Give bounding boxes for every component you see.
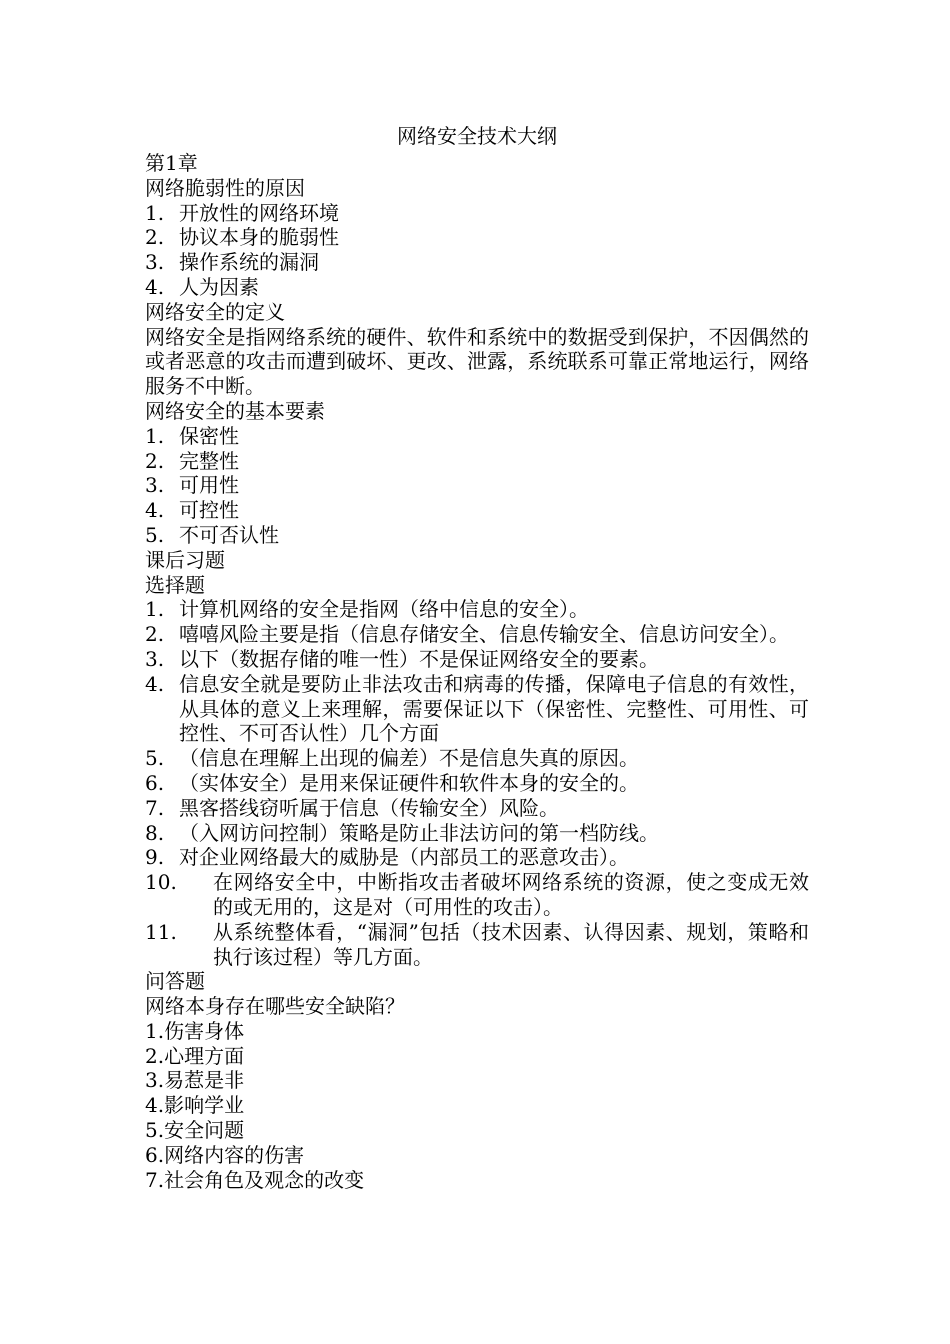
- section-heading-vulnerability: 网络脆弱性的原因: [145, 175, 305, 200]
- question-item: 3. 以下（数据存储的唯一性）不是保证网络安全的要素。: [145, 646, 659, 671]
- list-item: 2. 完整性: [145, 448, 239, 473]
- answer-item: 4. 影响学业: [145, 1093, 245, 1118]
- section-heading-definition: 网络安全的定义: [145, 299, 285, 324]
- question-item: 10. 在网络安全中，中断指攻击者破坏网络系统的资源，使之变成无效的或无用的，这是对（可用性的攻击）。: [145, 870, 809, 919]
- question-item: 1. 计算机网络的安全是指网（络中信息的安全）。: [145, 597, 589, 622]
- list-choice-questions: [145, 597, 809, 969]
- list-qa-answers: [145, 1019, 809, 1193]
- question-item: 4. 信息安全就是要防止非法攻击和病毒的传播，保障电子信息的有效性，从具体的意义上来理解，需要保证以下（保密性、完整性、可用性、可控性、不可否认性）几个方面: [145, 671, 809, 746]
- list-item: 5. 不可否认性: [145, 522, 279, 547]
- exercises-heading: 课后习题: [145, 547, 225, 572]
- list-item: 1. 开放性的网络环境: [145, 200, 339, 225]
- answer-item: 5. 安全问题: [145, 1118, 245, 1143]
- question-item: 2. 嘻嘻风险主要是指（信息存储安全、信息传输安全、信息访问安全）。: [145, 622, 789, 647]
- question-item: 6. （实体安全）是用来保证硬件和软件本身的安全的。: [145, 770, 639, 795]
- question-item: 8. （入网访问控制）策略是防止非法访问的第一档防线。: [145, 820, 659, 845]
- list-item: 4. 人为因素: [145, 274, 259, 299]
- document-page: [145, 121, 809, 1192]
- list-item: 1. 保密性: [145, 423, 239, 448]
- definition-paragraph: 网络安全是指网络系统的硬件、软件和系统中的数据受到保护，不因偶然的或者恶意的攻击而遭到破坏、更改、泄露，系统联系可靠正常地运行，网络服务不中断。: [145, 324, 809, 399]
- list-item: 2. 协议本身的脆弱性: [145, 225, 339, 250]
- question-item: 7. 黑客搭线窃听属于信息（传输安全）风险。: [145, 795, 559, 820]
- answer-item: 2. 心理方面: [145, 1043, 245, 1068]
- qa-question: 网络本身存在哪些安全缺陷？: [145, 994, 405, 1019]
- list-item: 3. 可用性: [145, 473, 239, 498]
- list-item: 3. 操作系统的漏洞: [145, 250, 319, 275]
- choice-heading: 选择题: [145, 572, 205, 597]
- section-heading-elements: 网络安全的基本要素: [145, 398, 325, 423]
- answer-item: 7. 社会角色及观念的改变: [145, 1167, 365, 1192]
- question-item: 5. （信息在理解上出现的偏差）不是信息失真的原因。: [145, 746, 639, 771]
- qa-heading: 问答题: [145, 969, 205, 994]
- list-item: 4. 可控性: [145, 498, 239, 523]
- question-item: 11. 从系统整体看，“漏洞”包括（技术因素、认得因素、规划，策略和执行该过程）等几方面。: [145, 919, 809, 969]
- answer-item: 6. 网络内容的伤害: [145, 1142, 305, 1167]
- answer-item: 1. 伤害身体: [145, 1018, 245, 1043]
- document-title: 网络安全技术大纲: [397, 124, 557, 148]
- list-elements: [145, 424, 809, 548]
- list-vulnerability: [145, 201, 809, 300]
- answer-item: 3. 易惹是非: [145, 1068, 245, 1093]
- question-item: 9. 对企业网络最大的威胁是（内部员工的恶意攻击）。: [145, 845, 629, 870]
- chapter-heading: 第1章: [145, 151, 198, 175]
